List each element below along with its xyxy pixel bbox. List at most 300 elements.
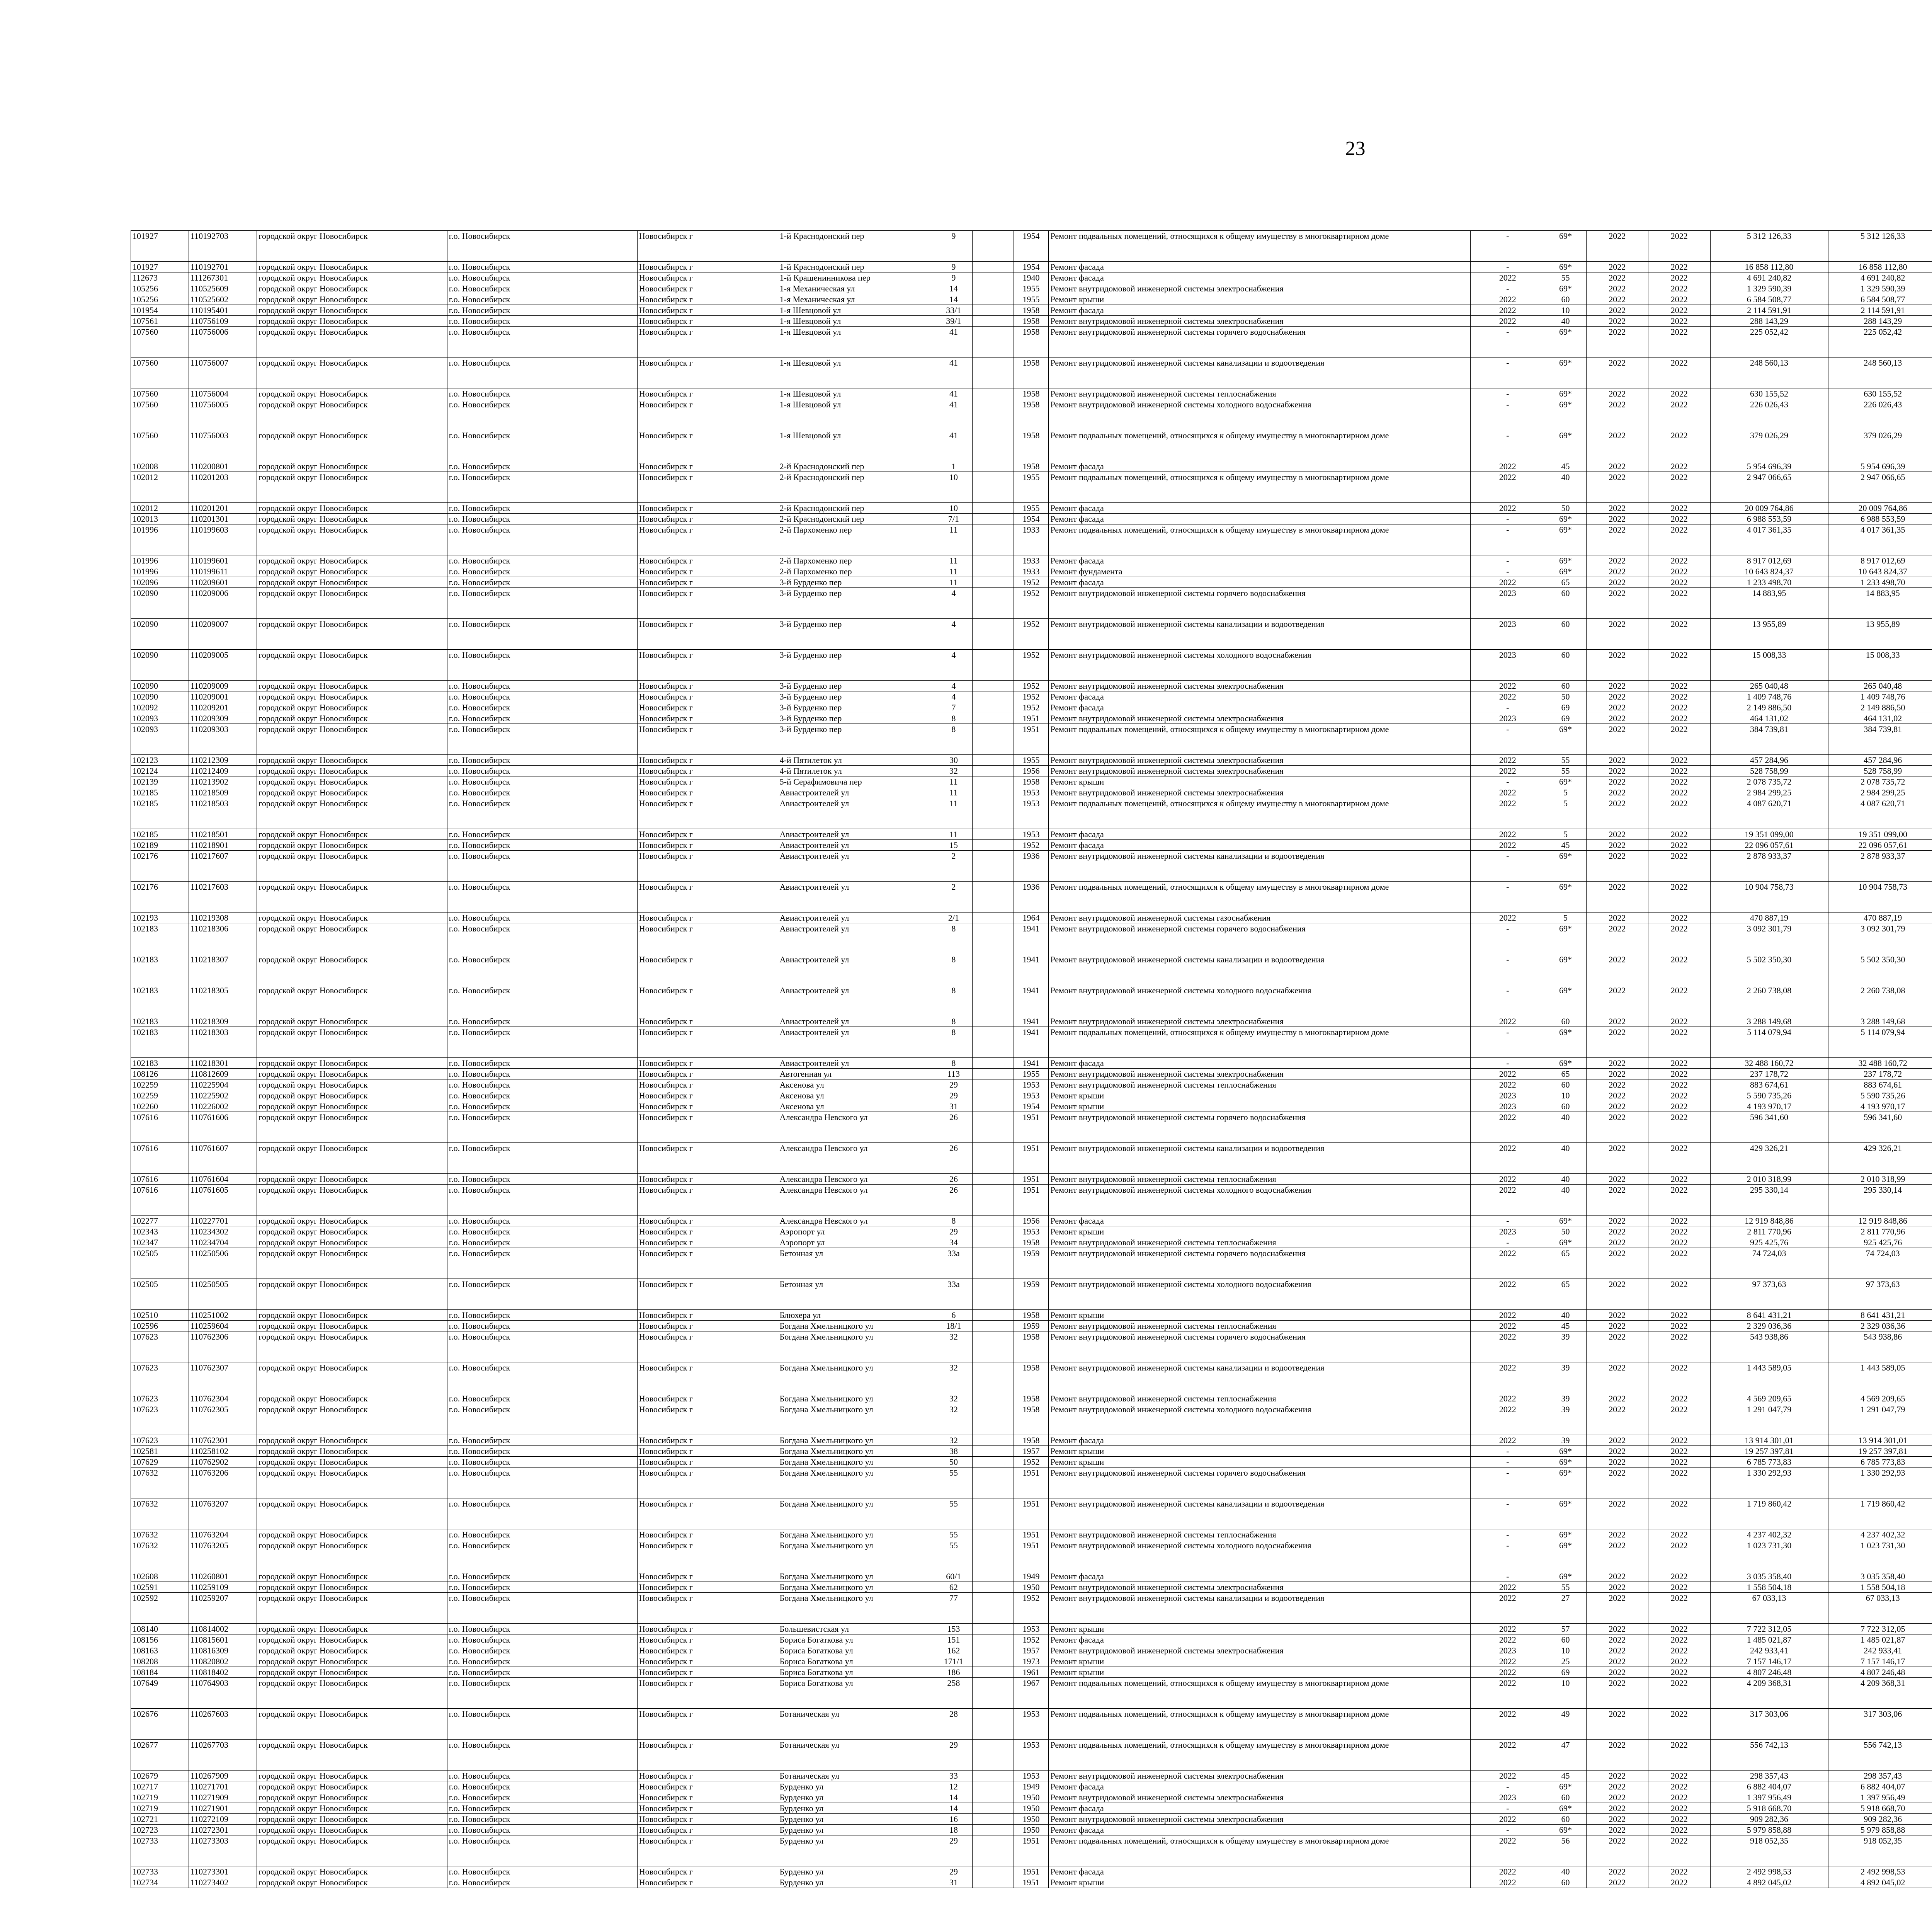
- cell-municipality: городской округ Новосибирск: [257, 1792, 447, 1803]
- cell-wear-percent: 69*: [1545, 1468, 1586, 1498]
- cell-work-id: 110218309: [189, 1016, 257, 1027]
- cell-house-number: 9: [935, 262, 972, 272]
- cell-locality: Новосибирск г: [637, 776, 778, 787]
- cell-start-year: 2022: [1586, 1678, 1648, 1709]
- cell-locality: Новосибирск г: [637, 923, 778, 954]
- cell-build-year: 1953: [1014, 1624, 1049, 1634]
- cell-fund-cost: 1 558 504,18: [1828, 1582, 1932, 1593]
- cell-work-id: 110218501: [189, 829, 257, 840]
- cell-municipality: городской округ Новосибирск: [257, 1771, 447, 1781]
- cell-wear-percent: 40: [1545, 1143, 1586, 1174]
- cell-wear-percent: 49: [1545, 1709, 1586, 1740]
- cell-work-id: 110218307: [189, 954, 257, 985]
- cell-locality: Новосибирск г: [637, 681, 778, 691]
- table-row: [131, 1362, 1932, 1393]
- cell-work-type: Ремонт подвальных помещений, относящихся к общему имуществу в многоквартирном доме: [1049, 1740, 1470, 1771]
- cell-start-year: 2022: [1586, 555, 1648, 566]
- cell-wear-percent: 39: [1545, 1393, 1586, 1404]
- table-row: [131, 882, 1932, 913]
- cell-building: [972, 681, 1014, 691]
- table-row: [131, 588, 1932, 619]
- cell-start-year: 2022: [1586, 1771, 1648, 1781]
- cell-city-district: г.о. Новосибирск: [447, 913, 637, 923]
- cell-total-cost: 4 209 368,31: [1710, 1678, 1828, 1709]
- cell-locality: Новосибирск г: [637, 1321, 778, 1331]
- cell-house-number: 60/1: [935, 1571, 972, 1582]
- cell-work-id: 110209201: [189, 702, 257, 713]
- cell-end-year: 2022: [1648, 985, 1711, 1016]
- cell-end-year: 2022: [1648, 272, 1711, 283]
- cell-wear-percent: 50: [1545, 691, 1586, 702]
- cell-house-number: 8: [935, 713, 972, 724]
- cell-house-number: 11: [935, 566, 972, 577]
- cell-locality: Новосибирск г: [637, 829, 778, 840]
- cell-work-id: 110756004: [189, 388, 257, 399]
- table-row: [131, 702, 1932, 713]
- cell-municipality: городской округ Новосибирск: [257, 524, 447, 555]
- cell-work-id: 110259604: [189, 1321, 257, 1331]
- cell-start-year: 2022: [1586, 1457, 1648, 1468]
- cell-municipality: городской округ Новосибирск: [257, 305, 447, 316]
- cell-fund-cost: 317 303,06: [1828, 1709, 1932, 1740]
- table-row: [131, 1825, 1932, 1835]
- cell-wear-percent: 60: [1545, 1877, 1586, 1888]
- cell-street: Богдана Хмельницкого ул: [778, 1321, 935, 1331]
- cell-total-cost: 14 883,95: [1710, 588, 1828, 619]
- cell-start-year: 2022: [1586, 1624, 1648, 1634]
- cell-work-type: Ремонт внутридомовой инженерной системы теплоснабжения: [1049, 1529, 1470, 1540]
- cell-locality: Новосибирск г: [637, 1101, 778, 1112]
- cell-city-district: г.о. Новосибирск: [447, 262, 637, 272]
- cell-house-number: 62: [935, 1582, 972, 1593]
- cell-city-district: г.о. Новосибирск: [447, 1362, 637, 1393]
- cell-wear-percent: 69*: [1545, 514, 1586, 524]
- cell-fund-cost: 1 023 731,30: [1828, 1540, 1932, 1571]
- cell-end-year: 2022: [1648, 524, 1711, 555]
- cell-start-year: 2022: [1586, 283, 1648, 294]
- cell-wear-percent: 55: [1545, 1582, 1586, 1593]
- cell-street: Александра Невского ул: [778, 1185, 935, 1216]
- cell-start-year: 2022: [1586, 1498, 1648, 1529]
- cell-total-cost: 5 312 126,33: [1710, 231, 1828, 262]
- cell-house-number: 14: [935, 1792, 972, 1803]
- cell-fund-cost: 384 739,81: [1828, 724, 1932, 755]
- cell-municipality: городской округ Новосибирск: [257, 1678, 447, 1709]
- cell-work-id: 110756109: [189, 316, 257, 327]
- cell-work-type: Ремонт внутридомовой инженерной системы холодного водоснабжения: [1049, 985, 1470, 1016]
- cell-house-number: 12: [935, 1781, 972, 1792]
- cell-work-id: 110212309: [189, 755, 257, 766]
- cell-municipality: городской округ Новосибирск: [257, 1331, 447, 1362]
- cell-end-year: 2022: [1648, 1058, 1711, 1069]
- cell-city-district: г.о. Новосибирск: [447, 1771, 637, 1781]
- cell-total-cost: 295 330,14: [1710, 1185, 1828, 1216]
- cell-build-year: 1954: [1014, 262, 1049, 272]
- cell-start-year: 2022: [1586, 503, 1648, 514]
- cell-municipality: городской округ Новосибирск: [257, 1435, 447, 1446]
- cell-building: [972, 305, 1014, 316]
- cell-house-number: 4: [935, 681, 972, 691]
- cell-build-year: 1958: [1014, 461, 1049, 472]
- cell-start-year: 2022: [1586, 776, 1648, 787]
- cell-end-year: 2022: [1648, 430, 1711, 461]
- cell-house-id: 102343: [131, 1226, 189, 1237]
- cell-start-year: 2022: [1586, 1101, 1648, 1112]
- cell-wear-percent: 45: [1545, 840, 1586, 851]
- cell-house-id: 102090: [131, 650, 189, 681]
- cell-work-id: 110762307: [189, 1362, 257, 1393]
- table-row: [131, 262, 1932, 272]
- cell-municipality: городской округ Новосибирск: [257, 1027, 447, 1058]
- cell-end-year: 2022: [1648, 1540, 1711, 1571]
- cell-fund-cost: 883 674,61: [1828, 1079, 1932, 1090]
- cell-total-cost: 4 569 209,65: [1710, 1393, 1828, 1404]
- cell-build-year: 1952: [1014, 619, 1049, 650]
- cell-house-id: 105256: [131, 283, 189, 294]
- cell-planned-year: 2022: [1470, 577, 1545, 588]
- cell-total-cost: 379 026,29: [1710, 430, 1828, 461]
- cell-work-id: 110756003: [189, 430, 257, 461]
- cell-building: [972, 1216, 1014, 1226]
- table-row: [131, 1321, 1932, 1331]
- cell-municipality: городской округ Новосибирск: [257, 829, 447, 840]
- cell-planned-year: 2023: [1470, 650, 1545, 681]
- cell-work-id: 110199601: [189, 555, 257, 566]
- cell-total-cost: 630 155,52: [1710, 388, 1828, 399]
- cell-house-id: 102096: [131, 577, 189, 588]
- cell-planned-year: -: [1470, 1781, 1545, 1792]
- cell-build-year: 1959: [1014, 1279, 1049, 1310]
- cell-locality: Новосибирск г: [637, 272, 778, 283]
- cell-house-id: 107623: [131, 1404, 189, 1435]
- cell-work-id: 110763207: [189, 1498, 257, 1529]
- cell-start-year: 2022: [1586, 1435, 1648, 1446]
- cell-work-type: Ремонт подвальных помещений, относящихся к общему имуществу в многоквартирном доме: [1049, 472, 1470, 503]
- cell-locality: Новосибирск г: [637, 1781, 778, 1792]
- cell-fund-cost: 5 114 079,94: [1828, 1027, 1932, 1058]
- cell-municipality: городской округ Новосибирск: [257, 272, 447, 283]
- cell-planned-year: 2022: [1470, 840, 1545, 851]
- cell-wear-percent: 45: [1545, 1321, 1586, 1331]
- cell-work-type: Ремонт фасада: [1049, 262, 1470, 272]
- cell-house-number: 29: [935, 1835, 972, 1866]
- cell-wear-percent: 5: [1545, 913, 1586, 923]
- cell-fund-cost: 596 341,60: [1828, 1112, 1932, 1143]
- cell-locality: Новосибирск г: [637, 472, 778, 503]
- cell-house-number: 26: [935, 1174, 972, 1185]
- table-row: [131, 283, 1932, 294]
- cell-build-year: 1954: [1014, 1101, 1049, 1112]
- cell-wear-percent: 60: [1545, 650, 1586, 681]
- cell-end-year: 2022: [1648, 798, 1711, 829]
- cell-start-year: 2022: [1586, 358, 1648, 388]
- cell-city-district: г.о. Новосибирск: [447, 577, 637, 588]
- cell-street: Богдана Хмельницкого ул: [778, 1393, 935, 1404]
- cell-city-district: г.о. Новосибирск: [447, 1321, 637, 1331]
- cell-end-year: 2022: [1648, 231, 1711, 262]
- cell-wear-percent: 69*: [1545, 388, 1586, 399]
- cell-planned-year: 2022: [1470, 1310, 1545, 1321]
- cell-work-id: 110812609: [189, 1069, 257, 1079]
- cell-house-number: 32: [935, 1331, 972, 1362]
- cell-building: [972, 1112, 1014, 1143]
- cell-street: Аэропорт ул: [778, 1237, 935, 1248]
- cell-building: [972, 776, 1014, 787]
- cell-house-id: 107623: [131, 1331, 189, 1362]
- cell-wear-percent: 65: [1545, 1279, 1586, 1310]
- cell-work-id: 110815601: [189, 1634, 257, 1645]
- cell-end-year: 2022: [1648, 294, 1711, 305]
- cell-fund-cost: 1 291 047,79: [1828, 1404, 1932, 1435]
- table-row: [131, 1803, 1932, 1814]
- cell-house-id: 102260: [131, 1101, 189, 1112]
- cell-house-number: 9: [935, 272, 972, 283]
- cell-street: Бориса Богаткова ул: [778, 1645, 935, 1656]
- table-row: [131, 1781, 1932, 1792]
- cell-city-district: г.о. Новосибирск: [447, 1446, 637, 1457]
- cell-build-year: 1949: [1014, 1571, 1049, 1582]
- cell-house-number: 2: [935, 882, 972, 913]
- cell-city-district: г.о. Новосибирск: [447, 1667, 637, 1678]
- cell-city-district: г.о. Новосибирск: [447, 1457, 637, 1468]
- cell-fund-cost: 6 988 553,59: [1828, 514, 1932, 524]
- cell-work-id: 110267909: [189, 1771, 257, 1781]
- cell-total-cost: 528 758,99: [1710, 766, 1828, 776]
- cell-planned-year: -: [1470, 1498, 1545, 1529]
- cell-planned-year: 2022: [1470, 1079, 1545, 1090]
- cell-end-year: 2022: [1648, 1079, 1711, 1090]
- cell-planned-year: 2022: [1470, 1393, 1545, 1404]
- cell-fund-cost: 3 035 358,40: [1828, 1571, 1932, 1582]
- cell-fund-cost: 19 351 099,00: [1828, 829, 1932, 840]
- cell-planned-year: -: [1470, 555, 1545, 566]
- cell-start-year: 2022: [1586, 1803, 1648, 1814]
- cell-municipality: городской округ Новосибирск: [257, 1877, 447, 1888]
- cell-wear-percent: 56: [1545, 1835, 1586, 1866]
- cell-house-id: 102259: [131, 1090, 189, 1101]
- table-row: [131, 1540, 1932, 1571]
- cell-planned-year: 2022: [1470, 1740, 1545, 1771]
- cell-start-year: 2022: [1586, 327, 1648, 358]
- cell-work-id: 110761607: [189, 1143, 257, 1174]
- cell-work-id: 110762304: [189, 1393, 257, 1404]
- cell-build-year: 1955: [1014, 472, 1049, 503]
- cell-municipality: городской округ Новосибирск: [257, 555, 447, 566]
- cell-building: [972, 1877, 1014, 1888]
- cell-total-cost: 4 892 045,02: [1710, 1877, 1828, 1888]
- cell-total-cost: 226 026,43: [1710, 399, 1828, 430]
- cell-work-id: 110218301: [189, 1058, 257, 1069]
- cell-locality: Новосибирск г: [637, 1216, 778, 1226]
- cell-city-district: г.о. Новосибирск: [447, 954, 637, 985]
- cell-end-year: 2022: [1648, 503, 1711, 514]
- cell-start-year: 2022: [1586, 829, 1648, 840]
- cell-house-number: 171/1: [935, 1656, 972, 1667]
- cell-work-id: 110762301: [189, 1435, 257, 1446]
- cell-wear-percent: 69*: [1545, 985, 1586, 1016]
- cell-house-number: 15: [935, 840, 972, 851]
- cell-work-id: 110217607: [189, 851, 257, 882]
- cell-end-year: 2022: [1648, 1571, 1711, 1582]
- cell-fund-cost: 1 409 748,76: [1828, 691, 1932, 702]
- cell-total-cost: 464 131,02: [1710, 713, 1828, 724]
- table-row: [131, 923, 1932, 954]
- cell-build-year: 1959: [1014, 1248, 1049, 1279]
- cell-work-type: Ремонт внутридомовой инженерной системы газоснабжения: [1049, 913, 1470, 923]
- cell-fund-cost: 556 742,13: [1828, 1740, 1932, 1771]
- cell-locality: Новосибирск г: [637, 702, 778, 713]
- cell-street: 2-й Краснодонский пер: [778, 461, 935, 472]
- cell-wear-percent: 69: [1545, 713, 1586, 724]
- cell-building: [972, 1825, 1014, 1835]
- cell-wear-percent: 69*: [1545, 1571, 1586, 1582]
- cell-municipality: городской округ Новосибирск: [257, 1362, 447, 1393]
- cell-planned-year: -: [1470, 399, 1545, 430]
- cell-end-year: 2022: [1648, 851, 1711, 882]
- cell-start-year: 2022: [1586, 681, 1648, 691]
- cell-planned-year: 2022: [1470, 1248, 1545, 1279]
- cell-end-year: 2022: [1648, 1814, 1711, 1825]
- cell-city-district: г.о. Новосибирск: [447, 681, 637, 691]
- cell-end-year: 2022: [1648, 1582, 1711, 1593]
- cell-start-year: 2022: [1586, 1237, 1648, 1248]
- cell-locality: Новосибирск г: [637, 691, 778, 702]
- cell-fund-cost: 2 078 735,72: [1828, 776, 1932, 787]
- cell-work-id: 110219308: [189, 913, 257, 923]
- cell-end-year: 2022: [1648, 1321, 1711, 1331]
- cell-start-year: 2022: [1586, 1226, 1648, 1237]
- cell-wear-percent: 60: [1545, 1634, 1586, 1645]
- cell-wear-percent: 69*: [1545, 555, 1586, 566]
- table-row: [131, 829, 1932, 840]
- cell-building: [972, 882, 1014, 913]
- cell-work-type: Ремонт подвальных помещений, относящихся к общему имуществу в многоквартирном доме: [1049, 231, 1470, 262]
- cell-locality: Новосибирск г: [637, 555, 778, 566]
- cell-locality: Новосибирск г: [637, 1667, 778, 1678]
- cell-build-year: 1953: [1014, 1226, 1049, 1237]
- cell-planned-year: -: [1470, 1457, 1545, 1468]
- cell-building: [972, 829, 1014, 840]
- table-row: [131, 1814, 1932, 1825]
- cell-building: [972, 798, 1014, 829]
- table-row: [131, 1216, 1932, 1226]
- cell-work-type: Ремонт внутридомовой инженерной системы электроснабжения: [1049, 787, 1470, 798]
- cell-street: 1-й Крашенинникова пер: [778, 272, 935, 283]
- cell-build-year: 1958: [1014, 399, 1049, 430]
- cell-total-cost: 6 882 404,07: [1710, 1781, 1828, 1792]
- cell-end-year: 2022: [1648, 1143, 1711, 1174]
- cell-work-id: 110250506: [189, 1248, 257, 1279]
- cell-total-cost: 5 114 079,94: [1710, 1027, 1828, 1058]
- cell-total-cost: 1 329 590,39: [1710, 283, 1828, 294]
- table-row: [131, 231, 1932, 262]
- cell-city-district: г.о. Новосибирск: [447, 1825, 637, 1835]
- cell-build-year: 1961: [1014, 1667, 1049, 1678]
- cell-planned-year: -: [1470, 327, 1545, 358]
- cell-wear-percent: 5: [1545, 787, 1586, 798]
- cell-municipality: городской округ Новосибирск: [257, 702, 447, 713]
- table-row: [131, 1740, 1932, 1771]
- cell-planned-year: 2023: [1470, 588, 1545, 619]
- cell-house-number: 32: [935, 1393, 972, 1404]
- cell-total-cost: 5 954 696,39: [1710, 461, 1828, 472]
- cell-fund-cost: 226 026,43: [1828, 399, 1932, 430]
- cell-total-cost: 2 811 770,96: [1710, 1226, 1828, 1237]
- cell-house-id: 105256: [131, 294, 189, 305]
- cell-total-cost: 15 008,33: [1710, 650, 1828, 681]
- cell-build-year: 1955: [1014, 1069, 1049, 1079]
- cell-house-number: 33: [935, 1771, 972, 1781]
- cell-end-year: 2022: [1648, 1825, 1711, 1835]
- cell-building: [972, 272, 1014, 283]
- cell-city-district: г.о. Новосибирск: [447, 1016, 637, 1027]
- table-row: [131, 1624, 1932, 1634]
- cell-work-id: 110761604: [189, 1174, 257, 1185]
- cell-locality: Новосибирск г: [637, 713, 778, 724]
- cell-work-type: Ремонт внутридомовой инженерной системы электроснабжения: [1049, 1582, 1470, 1593]
- cell-wear-percent: 40: [1545, 316, 1586, 327]
- cell-street: Александра Невского ул: [778, 1216, 935, 1226]
- table-row: [131, 566, 1932, 577]
- cell-start-year: 2022: [1586, 1792, 1648, 1803]
- cell-total-cost: 32 488 160,72: [1710, 1058, 1828, 1069]
- cell-total-cost: 5 590 735,26: [1710, 1090, 1828, 1101]
- cell-wear-percent: 69*: [1545, 1825, 1586, 1835]
- cell-total-cost: 4 691 240,82: [1710, 272, 1828, 283]
- cell-building: [972, 294, 1014, 305]
- cell-building: [972, 1069, 1014, 1079]
- cell-house-number: 2/1: [935, 913, 972, 923]
- cell-city-district: г.о. Новосибирск: [447, 1393, 637, 1404]
- cell-end-year: 2022: [1648, 399, 1711, 430]
- cell-city-district: г.о. Новосибирск: [447, 1058, 637, 1069]
- cell-planned-year: 2022: [1470, 913, 1545, 923]
- cell-building: [972, 1058, 1014, 1069]
- cell-street: Авиастроителей ул: [778, 1027, 935, 1058]
- cell-end-year: 2022: [1648, 1656, 1711, 1667]
- cell-total-cost: 2 492 998,53: [1710, 1866, 1828, 1877]
- cell-house-number: 8: [935, 985, 972, 1016]
- cell-house-id: 107616: [131, 1174, 189, 1185]
- cell-work-type: Ремонт внутридомовой инженерной системы канализации и водоотведения: [1049, 1593, 1470, 1624]
- cell-building: [972, 1321, 1014, 1331]
- cell-street: Аксенова ул: [778, 1079, 935, 1090]
- cell-municipality: городской округ Новосибирск: [257, 691, 447, 702]
- cell-work-type: Ремонт внутридомовой инженерной системы электроснабжения: [1049, 1771, 1470, 1781]
- cell-total-cost: 317 303,06: [1710, 1709, 1828, 1740]
- cell-building: [972, 1771, 1014, 1781]
- cell-house-id: 108140: [131, 1624, 189, 1634]
- cell-building: [972, 1016, 1014, 1027]
- cell-work-id: 110234302: [189, 1226, 257, 1237]
- cell-street: Богдана Хмельницкого ул: [778, 1529, 935, 1540]
- cell-house-id: 102090: [131, 681, 189, 691]
- cell-end-year: 2022: [1648, 702, 1711, 713]
- cell-start-year: 2022: [1586, 1079, 1648, 1090]
- cell-street: Авиастроителей ул: [778, 798, 935, 829]
- cell-municipality: городской округ Новосибирск: [257, 1446, 447, 1457]
- table-row: [131, 650, 1932, 681]
- cell-street: Богдана Хмельницкого ул: [778, 1468, 935, 1498]
- cell-end-year: 2022: [1648, 1310, 1711, 1321]
- cell-start-year: 2022: [1586, 766, 1648, 776]
- cell-start-year: 2022: [1586, 713, 1648, 724]
- cell-build-year: 1941: [1014, 1016, 1049, 1027]
- cell-total-cost: 298 357,43: [1710, 1771, 1828, 1781]
- cell-house-number: 153: [935, 1624, 972, 1634]
- cell-building: [972, 1331, 1014, 1362]
- cell-house-id: 102185: [131, 829, 189, 840]
